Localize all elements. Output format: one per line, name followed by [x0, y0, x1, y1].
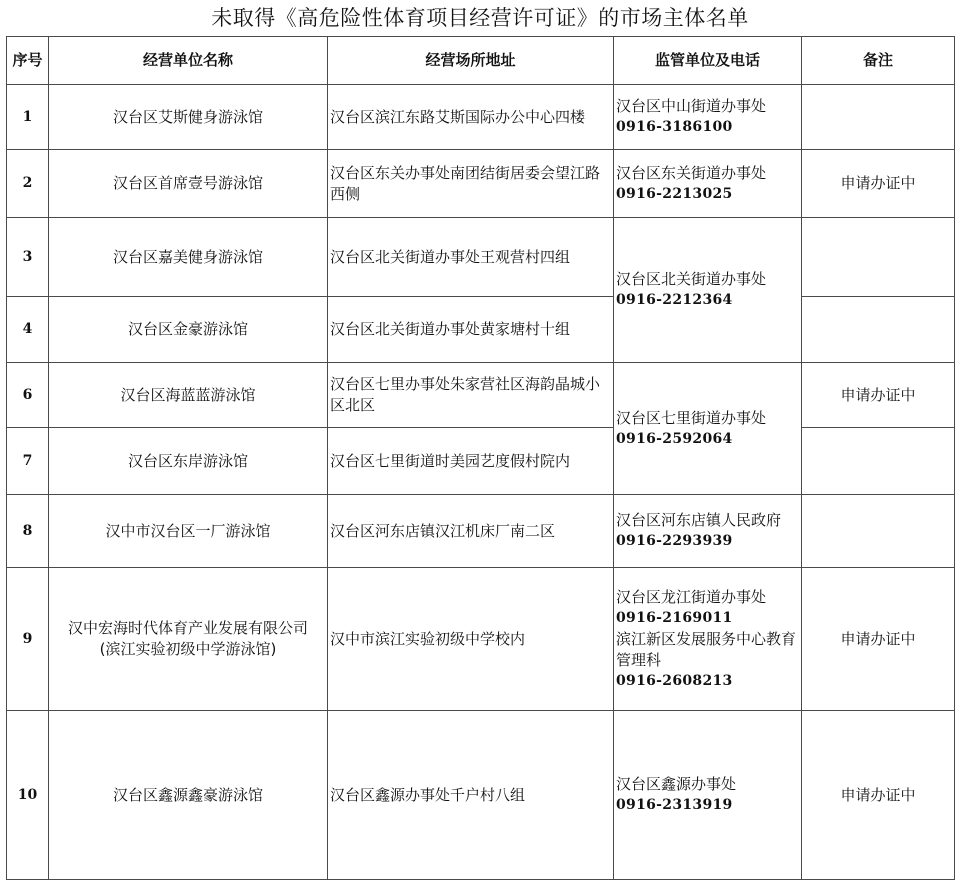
header-name: 经营单位名称	[49, 37, 328, 85]
row-index: 1	[7, 85, 49, 150]
row-index: 10	[7, 711, 49, 880]
business-address: 汉中市滨江实验初级中学校内	[328, 568, 614, 711]
business-name: 汉台区海蓝蓝游泳馆	[49, 363, 328, 428]
row-index: 4	[7, 297, 49, 363]
row-index: 8	[7, 495, 49, 568]
supervisor-cell	[614, 568, 802, 711]
note-cell	[802, 297, 955, 363]
supervisor-cell	[614, 711, 802, 880]
supervisor-unit: 汉台区鑫源办事处	[616, 775, 737, 793]
supervisor-unit-secondary: 滨江新区发展服务中心教育管理科	[616, 629, 797, 669]
header-note: 备注	[802, 37, 955, 85]
row-index: 2	[7, 150, 49, 218]
row-index: 9	[7, 568, 49, 711]
row-index: 3	[7, 218, 49, 297]
business-address: 汉台区七里办事处朱家营社区海韵晶城小区北区	[328, 363, 614, 428]
business-address: 汉台区七里街道时美园艺度假村院内	[328, 428, 614, 495]
supervisor-cell	[614, 85, 802, 150]
table-header-row	[7, 37, 955, 85]
business-address: 汉台区滨江东路艾斯国际办公中心四楼	[328, 85, 614, 150]
table-row	[7, 218, 955, 297]
table-row	[7, 150, 955, 218]
supervisor-phone: 0916-2313919	[616, 797, 733, 813]
supervisor-phone: 0916-2592064	[616, 430, 733, 447]
supervisor-phone: 0916-3186100	[616, 119, 733, 135]
supervisor-cell	[614, 363, 802, 495]
business-name: 汉台区鑫源鑫豪游泳馆	[49, 711, 328, 880]
supervisor-phone: 0916-2169011	[616, 609, 733, 626]
business-name: 汉台区嘉美健身游泳馆	[49, 218, 328, 297]
note-cell: 申请办证中	[802, 711, 955, 880]
business-name-alias: (滨江实验初级中学游泳馆)	[99, 640, 277, 658]
business-name: 汉中宏海时代体育产业发展有限公司	[67, 619, 308, 637]
table-row	[7, 568, 955, 711]
supervisor-cell	[614, 150, 802, 218]
supervisor-phone: 0916-2293939	[616, 533, 733, 549]
entity-table	[6, 36, 955, 880]
business-address: 汉台区东关办事处南团结街居委会望江路西侧	[328, 150, 614, 218]
note-cell	[802, 495, 955, 568]
note-cell	[802, 218, 955, 297]
business-address: 汉台区北关街道办事处黄家塘村十组	[328, 297, 614, 363]
table-row	[7, 711, 955, 880]
business-name-cell	[49, 568, 328, 711]
supervisor-unit: 汉台区河东店镇人民政府	[616, 511, 782, 529]
supervisor-phone-secondary: 0916-2608213	[616, 672, 733, 689]
business-address: 汉台区鑫源办事处千户村八组	[328, 711, 614, 880]
business-name: 汉中市汉台区一厂游泳馆	[49, 495, 328, 568]
supervisor-unit: 汉台区中山街道办事处	[616, 97, 767, 115]
row-index: 7	[7, 428, 49, 495]
page-title: 未取得《高危险性体育项目经营许可证》的市场主体名单	[211, 6, 749, 30]
business-address: 汉台区北关街道办事处王观营村四组	[328, 218, 614, 297]
supervisor-unit: 汉台区东关街道办事处	[616, 163, 767, 182]
business-name: 汉台区东岸游泳馆	[49, 428, 328, 495]
table-row	[7, 428, 955, 495]
business-name: 汉台区金豪游泳馆	[49, 297, 328, 363]
supervisor-unit: 汉台区北关街道办事处	[616, 270, 767, 288]
table-row	[7, 297, 955, 363]
note-cell	[802, 85, 955, 150]
note-cell: 申请办证中	[802, 150, 955, 218]
business-name: 汉台区艾斯健身游泳馆	[49, 85, 328, 150]
table-row	[7, 363, 955, 428]
business-name: 汉台区首席壹号游泳馆	[49, 150, 328, 218]
supervisor-phone: 0916-2213025	[616, 185, 733, 202]
table-row	[7, 85, 955, 150]
note-cell: 申请办证中	[802, 568, 955, 711]
note-cell	[802, 428, 955, 495]
supervisor-unit: 汉台区七里街道办事处	[616, 408, 767, 427]
header-index: 序号	[7, 37, 49, 85]
supervisor-cell	[614, 495, 802, 568]
table-row	[7, 495, 955, 568]
supervisor-phone: 0916-2212364	[616, 292, 733, 308]
supervisor-unit: 汉台区龙江街道办事处	[616, 587, 767, 606]
row-index: 6	[7, 363, 49, 428]
header-supervisor: 监管单位及电话	[614, 37, 802, 85]
business-address: 汉台区河东店镇汉江机床厂南二区	[328, 495, 614, 568]
header-address: 经营场所地址	[328, 37, 614, 85]
note-cell: 申请办证中	[802, 363, 955, 428]
supervisor-cell	[614, 218, 802, 363]
